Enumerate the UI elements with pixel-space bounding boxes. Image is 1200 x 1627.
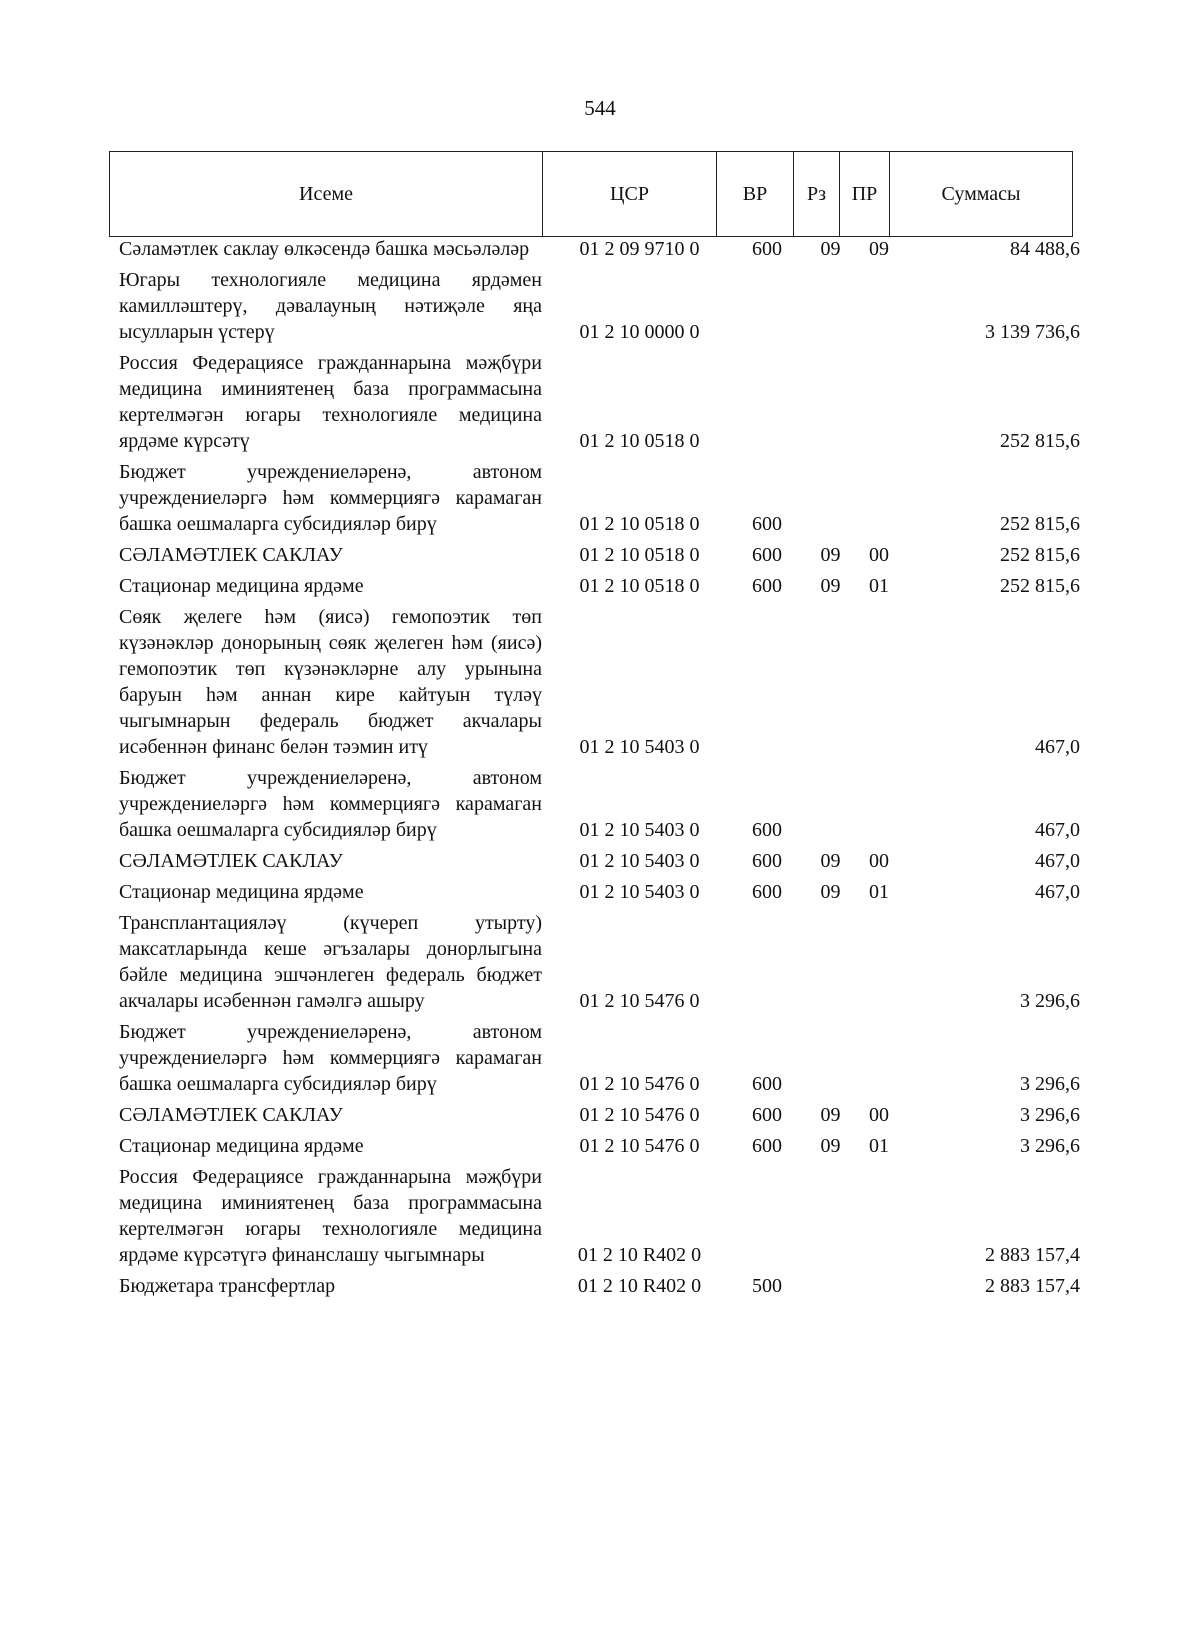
cell-pr [854, 1273, 904, 1304]
cell-sum: 3 139 736,6 [985, 321, 1080, 343]
cell-csr: 01 2 10 5403 0 [579, 736, 700, 758]
cell-csr: 01 2 10 5476 0 [579, 990, 700, 1012]
cell-rz [807, 459, 854, 542]
row-name-text: Россия Федерациясе гражданнарына мәҗбүри медицина иминиятенең база программасына кертелмәгән югары технологияле медицина ярдәме күрсәтүгә финанслашу чыгымнары [119, 1166, 542, 1266]
table-row [109, 459, 1092, 542]
cell-name [109, 1273, 552, 1304]
cell-csr: 01 2 10 R402 0 [577, 1275, 702, 1297]
cell-rz: 09 [820, 850, 841, 872]
cell-sum: 467,0 [1035, 819, 1080, 841]
cell-vr [727, 350, 807, 459]
cell-pr: 09 [869, 238, 889, 260]
cell-name [109, 1019, 552, 1102]
cell-name [109, 267, 552, 350]
cell-vr [727, 1164, 807, 1273]
table-row [109, 1164, 1092, 1273]
table-row [109, 267, 1092, 350]
cell-pr [854, 910, 904, 1019]
cell-sum: 3 296,6 [1020, 1073, 1080, 1095]
cell-vr: 600 [752, 575, 782, 597]
cell-vr: 600 [752, 544, 782, 566]
row-name-text: Россия Федерациясе гражданнарына мәҗбүри медицина иминиятенең база программасына кертелмәгән югары технологияле медицина ярдәме күрсәтү [119, 352, 542, 452]
cell-vr: 600 [752, 1073, 782, 1095]
cell-sum: 2 883 157,4 [985, 1275, 1080, 1297]
table-row [109, 1273, 1092, 1304]
table-row [109, 765, 1092, 848]
column-header-name: Исеме [110, 152, 543, 237]
cell-vr: 600 [752, 850, 782, 872]
cell-vr: 600 [752, 1104, 782, 1126]
cell-name [109, 848, 552, 879]
cell-rz: 09 [820, 1104, 841, 1126]
cell-rz: 09 [820, 881, 841, 903]
row-name-text: СӘЛАМӘТЛЕК САКЛАУ [119, 850, 343, 872]
table-row [109, 1019, 1092, 1102]
budget-table [109, 236, 1092, 1304]
cell-pr: 00 [869, 850, 889, 872]
cell-rz: 09 [820, 238, 841, 260]
cell-rz: 09 [820, 1135, 841, 1157]
table-header [109, 151, 1073, 237]
column-header-csr: ЦСР [543, 152, 717, 237]
cell-rz [807, 1019, 854, 1102]
cell-pr [854, 459, 904, 542]
row-name-text: Стационар медицина ярдәме [119, 1135, 364, 1157]
row-name-text: Бюджет учреждениеләренә, автоном учреждениеләргә һәм коммерциягә карамаган башка оешмаларга субсидияләр бирү [119, 1021, 542, 1095]
cell-vr: 500 [752, 1275, 782, 1297]
cell-csr: 01 2 10 0518 0 [579, 575, 700, 597]
cell-name [109, 910, 552, 1019]
row-name-text: СӘЛАМӘТЛЕК САКЛАУ [119, 544, 343, 566]
cell-rz [807, 1273, 854, 1304]
row-name-text: Трансплантацияләү (күчереп утырту) максатларында кеше әгъзалары донорлыгына бәйле медицина эшчәнлеген федераль бюджет акчалары исәбеннән гамәлгә ашыру [119, 912, 542, 1012]
cell-csr: 01 2 10 5403 0 [579, 881, 700, 903]
row-name-text: Сөяк җелеге һәм (яисә) гемопоэтик төп күзәнәкләр донорының сөяк җелеген һәм (яисә) гемопоэтик төп күзәнәкләрне алу урынына баруын һәм аннан кире кайтуын түләү чыгымнарын федераль бюджет акчалары исәбеннән финанс белән тәэмин итү [119, 606, 542, 758]
cell-csr: 01 2 10 5476 0 [579, 1135, 700, 1157]
cell-vr: 600 [752, 238, 782, 260]
row-name-text: Бюджетара трансфертлар [119, 1275, 336, 1297]
cell-name [109, 542, 552, 573]
table-row [109, 1133, 1092, 1164]
cell-rz [807, 765, 854, 848]
cell-csr: 01 2 10 5476 0 [579, 1104, 700, 1126]
cell-sum: 467,0 [1035, 881, 1080, 903]
cell-vr [727, 267, 807, 350]
cell-sum: 467,0 [1035, 736, 1080, 758]
row-name-text: Югары технологияле медицина ярдәмен камилләштерү, дәвалауның нәтиҗәле яңа ысулларын үстерү [119, 269, 542, 343]
cell-sum: 3 296,6 [1020, 990, 1080, 1012]
cell-sum: 252 815,6 [1000, 544, 1080, 566]
column-header-rz: Рз [794, 152, 840, 237]
cell-pr [854, 350, 904, 459]
cell-name [109, 879, 552, 910]
cell-name [109, 1164, 552, 1273]
column-header-pr: ПР [840, 152, 890, 237]
cell-vr [727, 910, 807, 1019]
table-row [109, 542, 1092, 573]
cell-pr [854, 1164, 904, 1273]
cell-rz [807, 1164, 854, 1273]
cell-vr: 600 [752, 881, 782, 903]
cell-csr: 01 2 10 5403 0 [579, 850, 700, 872]
cell-csr: 01 2 09 9710 0 [579, 238, 700, 260]
table-row [109, 573, 1092, 604]
table-row [109, 350, 1092, 459]
cell-pr: 01 [869, 1135, 889, 1157]
cell-name [109, 604, 552, 765]
page-number: 544 [584, 96, 616, 120]
cell-vr: 600 [752, 513, 782, 535]
cell-name [109, 1102, 552, 1133]
cell-sum: 252 815,6 [1000, 575, 1080, 597]
cell-pr [854, 604, 904, 765]
cell-pr: 00 [869, 544, 889, 566]
cell-csr: 01 2 10 0518 0 [579, 544, 700, 566]
cell-sum: 2 883 157,4 [985, 1244, 1080, 1266]
cell-sum: 3 296,6 [1020, 1104, 1080, 1126]
table-row [109, 848, 1092, 879]
row-name-text: Сәламәтлек саклау өлкәсендә башка мәсьәләләр [119, 238, 530, 260]
table-row [109, 1102, 1092, 1133]
cell-vr: 600 [752, 819, 782, 841]
cell-rz [807, 604, 854, 765]
row-name-text: Стационар медицина ярдәме [119, 881, 364, 903]
cell-pr [854, 765, 904, 848]
row-name-text: Стационар медицина ярдәме [119, 575, 364, 597]
table-row [109, 236, 1092, 267]
table-row [109, 604, 1092, 765]
cell-sum: 467,0 [1035, 850, 1080, 872]
cell-vr: 600 [752, 1135, 782, 1157]
cell-pr [854, 1019, 904, 1102]
cell-rz: 09 [820, 575, 841, 597]
header-row [110, 152, 1073, 237]
cell-name [109, 350, 552, 459]
row-name-text: Бюджет учреждениеләренә, автоном учреждениеләргә һәм коммерциягә карамаган башка оешмаларга субсидияләр бирү [119, 767, 542, 841]
cell-rz [807, 910, 854, 1019]
cell-csr: 01 2 10 5476 0 [579, 1073, 700, 1095]
cell-sum: 84 488,6 [1010, 238, 1080, 260]
cell-csr: 01 2 10 R402 0 [577, 1244, 702, 1266]
cell-sum: 252 815,6 [1000, 430, 1080, 452]
cell-name [109, 1133, 552, 1164]
table-row [109, 879, 1092, 910]
cell-pr [854, 267, 904, 350]
row-name-text: Бюджет учреждениеләренә, автоном учреждениеләргә һәм коммерциягә карамаган башка оешмаларга субсидияләр бирү [119, 461, 542, 535]
cell-pr: 01 [869, 881, 889, 903]
cell-pr: 00 [869, 1104, 889, 1126]
table-body [109, 236, 1092, 1304]
cell-rz [807, 267, 854, 350]
cell-rz [807, 350, 854, 459]
cell-csr: 01 2 10 0518 0 [579, 513, 700, 535]
cell-sum: 3 296,6 [1020, 1135, 1080, 1157]
cell-rz: 09 [820, 544, 841, 566]
row-name-text: СӘЛАМӘТЛЕК САКЛАУ [119, 1104, 343, 1126]
cell-pr: 01 [869, 575, 889, 597]
cell-csr: 01 2 10 0518 0 [579, 430, 700, 452]
cell-sum: 252 815,6 [1000, 513, 1080, 535]
cell-name [109, 573, 552, 604]
cell-name [109, 765, 552, 848]
column-header-sum: Суммасы [890, 152, 1073, 237]
table-row [109, 910, 1092, 1019]
cell-name [109, 236, 552, 267]
cell-name [109, 459, 552, 542]
column-header-vr: ВР [717, 152, 794, 237]
cell-csr: 01 2 10 5403 0 [579, 819, 700, 841]
cell-vr [727, 604, 807, 765]
cell-csr: 01 2 10 0000 0 [579, 321, 700, 343]
